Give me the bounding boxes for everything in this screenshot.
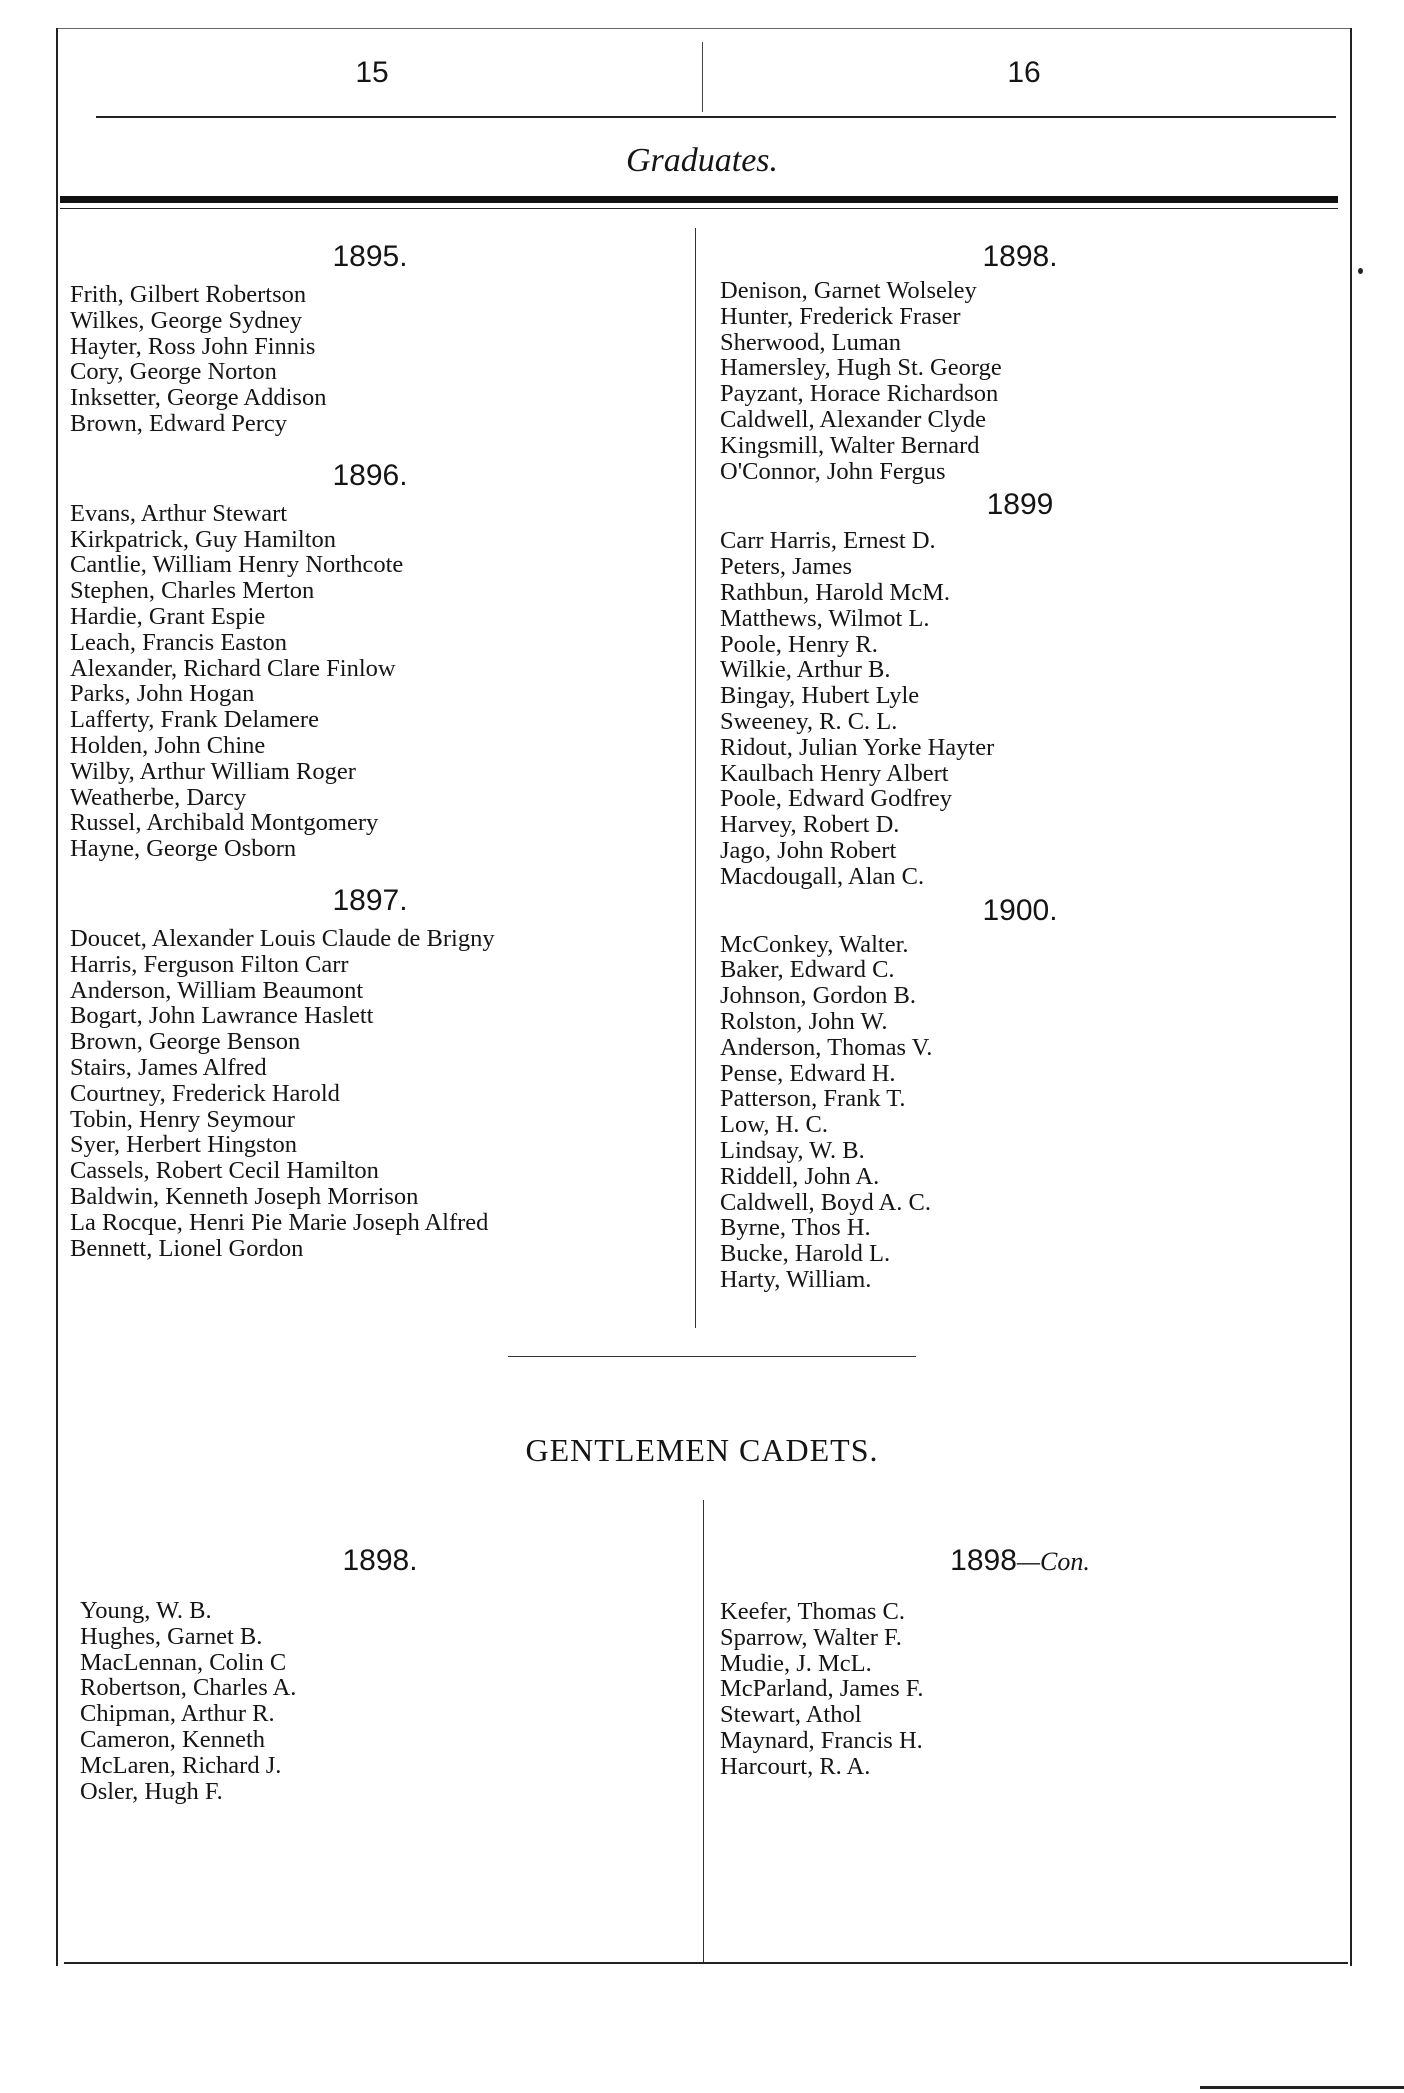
list-item: Young, W. B. [80,1597,212,1624]
list-item: Low, H. C. [720,1111,828,1139]
list-item: Anderson, Thomas V. [720,1033,933,1061]
graduates-left-column [70,240,670,1261]
header-rule [96,116,1336,118]
list-item: Caldwell, Alexander Clyde [720,405,987,433]
list-item: Harcourt, R. A. [720,1752,871,1780]
list-item: Rolston, John W. [720,1007,888,1035]
year-heading: 1900. [982,893,1058,927]
page-number-right: 16 [1007,56,1041,89]
list-item: Carr Harris, Ernest D. [720,527,936,555]
list-item: Alexander, Richard Clare Finlow [70,654,396,682]
list-item: Sherwood, Luman [720,328,901,356]
list-item: Frith, Gilbert Robertson [70,281,307,308]
list-item: Wilkes, George Sydney [70,306,302,334]
list-item: Rathbun, Harold McM. [720,578,950,606]
list-item: Wilkie, Arthur B. [720,656,891,684]
list-item: Syer, Herbert Hingston [70,1131,297,1159]
list-item: Stephen, Charles Merton [70,577,315,605]
column-divider [695,228,696,1328]
year-heading: 1897. [332,883,408,917]
list-item: Robertson, Charles A. [80,1674,297,1702]
list-item: Hunter, Frederick Fraser [720,302,961,330]
year-group-1895 [70,240,670,437]
list-item: Osler, Hugh F. [80,1777,223,1805]
list-item: Byrne, Thos H. [720,1214,871,1242]
year-group-1898 [720,240,1320,484]
list-item: Harty, William. [720,1265,872,1293]
list-item: Stairs, James Alfred [70,1053,267,1081]
list-item: Tobin, Henry Seymour [70,1105,295,1133]
page-number-left: 15 [355,56,389,89]
list-item: Lafferty, Frank Delamere [70,706,319,734]
list-item: Sparrow, Walter F. [720,1623,902,1651]
year-heading: 1898. [342,1544,418,1577]
year-group-1900 [720,894,1320,1293]
list-item: Patterson, Frank T. [720,1085,906,1113]
list-item: Kirkpatrick, Guy Hamilton [70,525,337,553]
cadets-right-column [720,1544,1320,1780]
name-list [720,528,1320,889]
list-item: Caldwell, Boyd A. C. [720,1188,931,1216]
list-item: Inksetter, George Addison [70,384,327,412]
list-item: Cassels, Robert Cecil Hamilton [70,1157,379,1185]
list-item: Chipman, Arthur R. [80,1700,275,1728]
list-item: Hayne, George Osborn [70,835,297,863]
list-item: Hardie, Grant Espie [70,602,266,630]
section-separator [508,1356,916,1357]
list-item: Matthews, Wilmot L. [720,604,930,632]
year-heading: 1898. [982,240,1058,273]
list-item: Anderson, William Beaumont [70,976,364,1004]
header-divider [702,42,703,112]
thin-rule [60,208,1338,209]
list-item: Denison, Garnet Wolseley [720,277,977,304]
list-item: Leach, Francis Easton [70,628,288,656]
margin-dot [1358,268,1363,274]
list-item: Macdougall, Alan C. [720,862,925,890]
thick-rule [60,196,1338,203]
list-item: Bucke, Harold L. [720,1240,891,1268]
year-group-1899 [720,488,1320,889]
list-item: Hayter, Ross John Finnis [70,332,316,360]
list-item: Cameron, Kenneth [80,1725,266,1753]
list-item: Evans, Arthur Stewart [70,499,288,527]
list-item: Bogart, John Lawrance Haslett [70,1002,374,1030]
list-item: Sweeney, R. C. L. [720,707,898,735]
scan-edge-mark [1200,2086,1404,2089]
list-item: Russel, Archibald Montgomery [70,809,379,837]
list-item: Mudie, J. McL. [720,1649,872,1677]
list-item: Ridout, Julian Yorke Hayter [720,733,995,761]
list-item: Poole, Edward Godfrey [720,785,953,813]
list-item: Harris, Ferguson Filton Carr [70,950,349,978]
year-heading: 1899 [986,488,1054,522]
cadets-title: GENTLEMEN CADETS. [525,1432,879,1468]
page-bottom-border [64,1962,1348,1964]
list-item: Bingay, Hubert Lyle [720,682,920,710]
list-item: Doucet, Alexander Louis Claude de Brigny [70,924,495,952]
name-list [720,278,1320,484]
year-heading: 1896. [332,458,408,492]
list-item: Poole, Henry R. [720,630,878,658]
list-item: Kingsmill, Walter Bernard [720,431,980,459]
list-item: Kaulbach Henry Albert [720,759,949,787]
list-item: Stewart, Athol [720,1701,862,1729]
list-item: McParland, James F. [720,1675,924,1703]
list-item: Brown, Edward Percy [70,409,288,437]
list-item: McLaren, Richard J. [80,1751,282,1779]
year-heading: 1895. [332,240,408,273]
list-item: O'Connor, John Fergus [720,457,946,485]
list-item: Payzant, Horace Richardson [720,380,999,408]
year-heading [720,1544,1320,1579]
list-item: MacLennan, Colin C [80,1648,287,1676]
name-list [80,1598,680,1804]
list-item: Courtney, Frederick Harold [70,1079,340,1107]
list-item: McConkey, Walter. [720,930,909,958]
list-item: Bennett, Lionel Gordon [70,1234,304,1262]
list-item: Hamersley, Hugh St. George [720,354,1002,382]
year-group-1897 [70,884,670,1261]
list-item: Hughes, Garnet B. [80,1622,263,1650]
list-item: Cory, George Norton [70,358,277,386]
name-list [720,1599,1320,1780]
list-item: Brown, George Benson [70,1028,301,1056]
section-title: Graduates. [625,142,779,179]
list-item: Johnson, Gordon B. [720,982,917,1010]
name-list [70,282,670,437]
list-item: Cantlie, William Henry Northcote [70,551,404,579]
list-item: Peters, James [720,553,852,581]
list-item: Maynard, Francis H. [720,1726,923,1754]
list-item: Weatherbe, Darcy [70,783,247,811]
list-item: Parks, John Hogan [70,680,255,708]
name-list [720,932,1320,1293]
list-item: Pense, Edward H. [720,1059,896,1087]
name-list [70,926,670,1261]
graduates-right-column [720,240,1320,1293]
list-item: Keefer, Thomas C. [720,1598,905,1625]
list-item: Harvey, Robert D. [720,811,900,839]
list-item: Riddell, John A. [720,1162,880,1190]
list-item: Holden, John Chine [70,731,266,759]
name-list [70,501,670,862]
year-heading-text: 1898 [950,1544,1017,1577]
list-item: La Rocque, Henri Pie Marie Joseph Alfred [70,1208,489,1236]
list-item: Wilby, Arthur William Roger [70,757,356,785]
year-heading-suffix: —Con. [1016,1547,1090,1576]
cadets-left-column [80,1544,680,1804]
list-item: Jago, John Robert [720,836,897,864]
cadets-column-divider [703,1500,704,1962]
year-group-1896 [70,459,670,862]
list-item: Baldwin, Kenneth Joseph Morrison [70,1182,419,1210]
list-item: Baker, Edward C. [720,956,895,984]
list-item: Lindsay, W. B. [720,1136,865,1164]
